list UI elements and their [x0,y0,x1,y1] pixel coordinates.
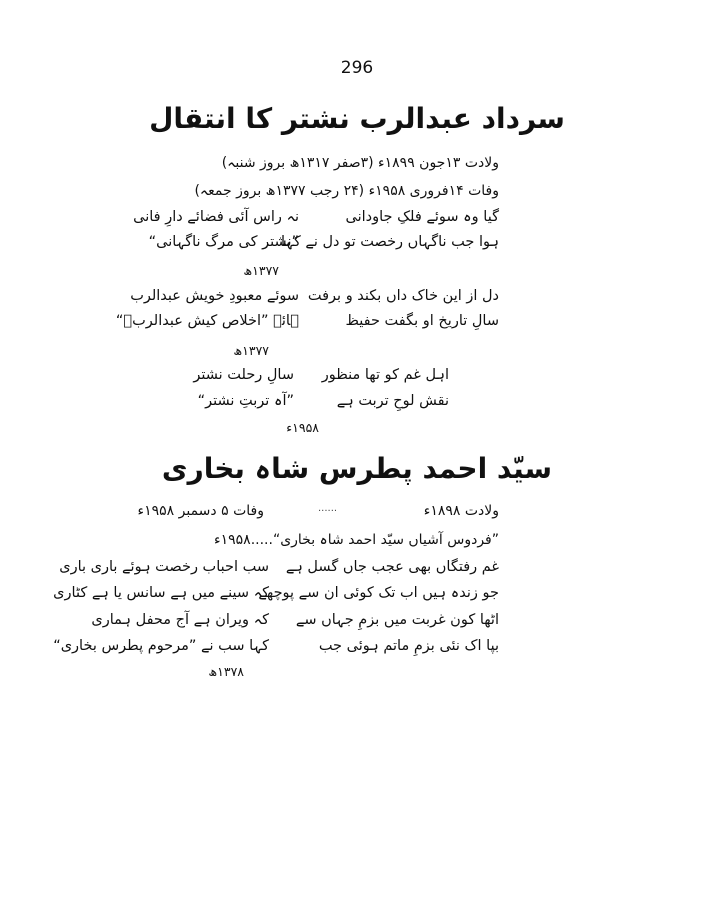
section1-death: وفات ۱۴فروری ۱۹۵۸ء (۲۴ رجب ۱۳۷۷ھ بروز جمعہ) [194,183,499,199]
verse-first-hemistich: غم رفتگاں بھی عجب جاں گسل ہے [285,559,499,575]
verse-first-hemistich: دل از این خاک داں بکند و برفت [307,288,499,304]
verse-second-hemistich: کہ سینے میں ہے سانس یا ہے کٹاری [53,585,269,601]
verse-first-hemistich: جو زندہ ہیں اب تک کوئی ان سے پوچھے [258,585,499,601]
section1-title: سرداد عبدالرب نشتر کا انتقال [149,102,565,135]
verse-second-hemistich: ”آہ تربتِ نشتر“ [197,393,294,409]
section2-death: وفات ۵ دسمبر ۱۹۵۸ء [137,503,264,519]
verse-second-hemistich: سب احباب رخصت ہوئے باری باری [59,559,269,575]
verse-second-hemistich: نہ راس آئی فضائے دارِ فانی [133,209,299,225]
page-number: 296 [340,58,374,78]
verse-first-hemistich: گیا وہ سوئے فلکِ جاودانی [345,209,499,225]
verse-second-hemistich: ہائے ”اخلاص کیش عبدالربؔ“ [115,313,299,329]
chronogram-year: ۱۳۷۷ھ [243,263,279,278]
verse-first-hemistich: ہوا جب ناگہاں رخصت تو دل نے کہا [280,234,499,250]
section2-birth: ولادت ۱۸۹۸ء [423,503,499,519]
section2-chronogram: ”فردوس آشیاں سیّد احمد شاہ بخاری“.....۱۹۵۸ء [214,532,499,548]
verse-first-hemistich: نقش لوحِ تربت ہے [336,393,449,409]
verse-second-hemistich: کہ ویران ہے آج محفل ہماری [91,612,269,628]
date-separator: ...... [318,503,338,514]
section1-birth: ولادت ۱۳جون ۱۸۹۹ء (۳صفر ۱۳۱۷ھ بروز شنبہ) [221,155,499,171]
verse-first-hemistich: سالِ تاریخ او بگفت حفیظ [345,313,499,329]
chronogram-year: ۱۳۷۸ھ [208,664,244,679]
chronogram-year: ۱۹۵۸ء [286,420,319,435]
verse-second-hemistich: ”نشتر کی مرگ ناگہانی“ [148,234,299,250]
verse-first-hemistich: اٹھا کون غربت میں بزمِ جہاں سے [295,612,499,628]
verse-first-hemistich: بپا اک نئی بزمِ ماتم ہوئی جب [318,638,499,654]
chronogram-year: ۱۳۷۷ھ [233,343,269,358]
verse-second-hemistich: کہا سب نے ”مرحوم پطرس بخاری“ [53,638,269,654]
verse-second-hemistich: سوئے معبودِ خویش عبدالرب [130,288,299,304]
section2-title: سیّد احمد پطرس شاہ بخاری [161,452,553,485]
verse-second-hemistich: سالِ رحلت نشتر [193,367,294,383]
verse-first-hemistich: اہل غم کو تھا منظور [321,367,449,383]
